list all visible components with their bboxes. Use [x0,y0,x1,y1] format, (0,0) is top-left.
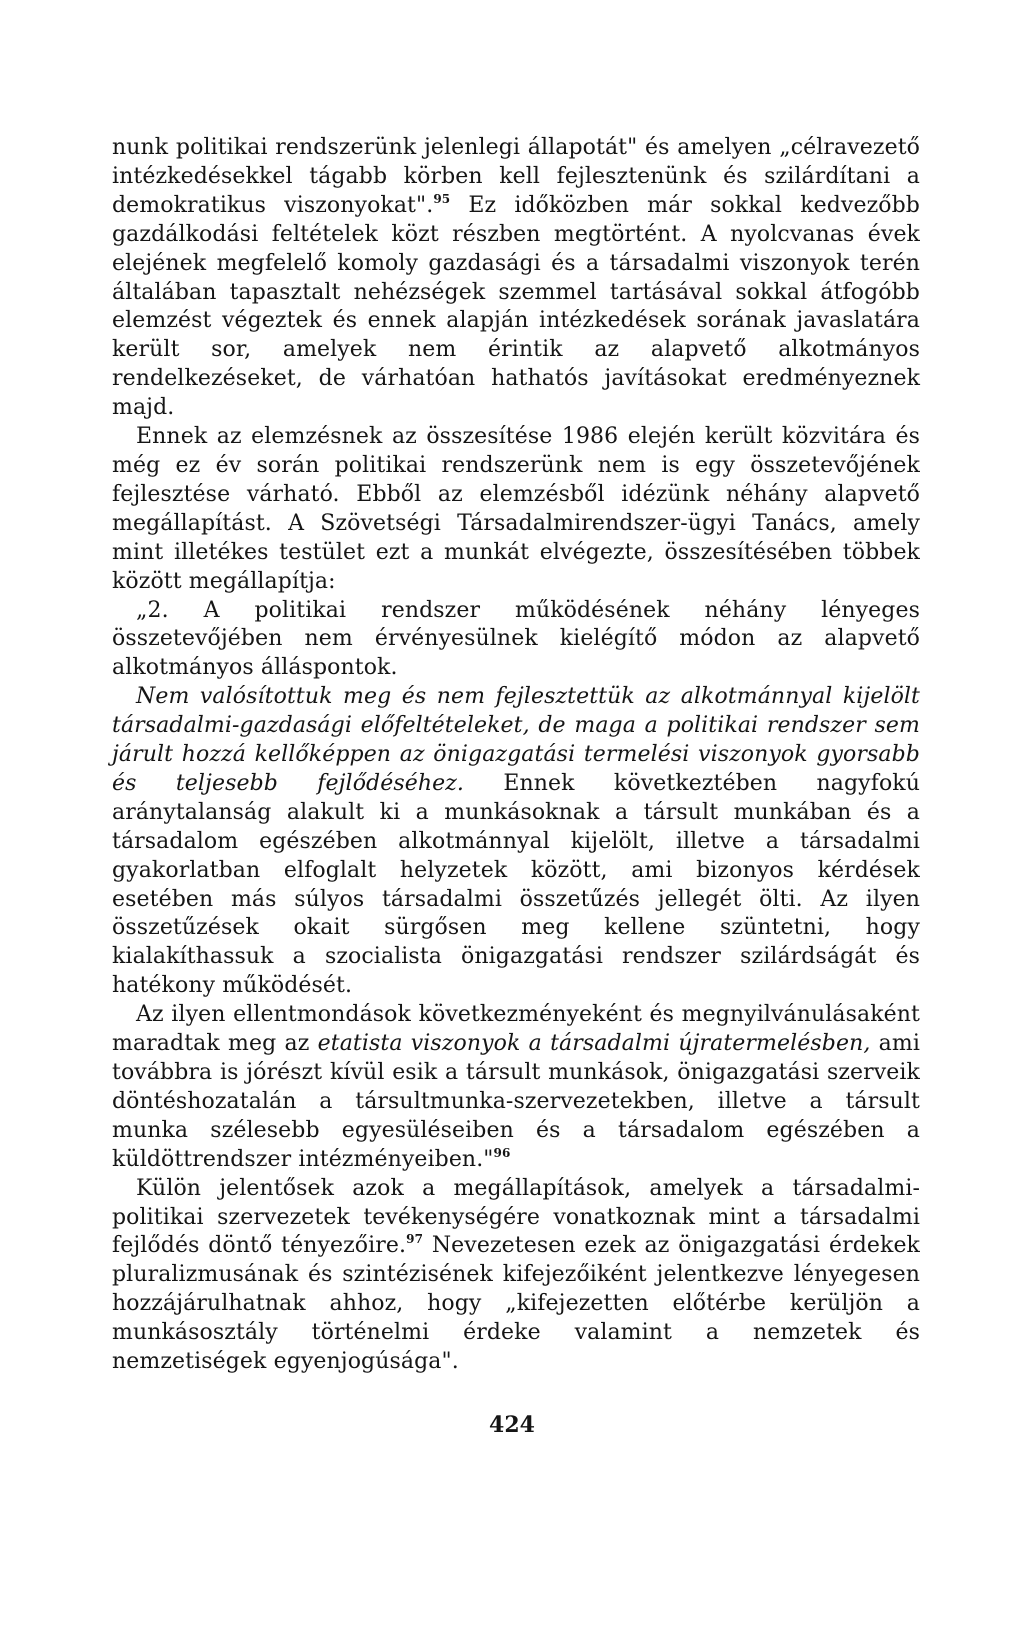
text-run: ami továbbra is jórészt kívül esik a társult munkások, önigazgatási szerveik döntéshozatalán a társultmunka-szervezetekben, illetve a társult munka szélesebb egyesüléseiben és a társadalom egészében a küldöttrendszer intézményeiben." [112,1031,920,1172]
paragraph-5-quote [112,1001,920,1174]
text-run: Külön jelentősek azok a megállapítások, amelyek a társadalmi-politikai szervezetek tevékenységére vonatkoznak mint a társadalmi fejlődés döntő tényezőire. [112,1175,920,1259]
paragraph-3-quote [112,597,920,684]
text-run: Az ilyen ellentmondások következményeként és megnyilvánulásaként maradtak meg az [112,1002,920,1057]
page-number: 424 [489,1412,535,1438]
text-run: Ez időközben már sokkal kedvezőbb gazdálkodási feltételek közt részben megtörtént. A nyolcvanas évek elejének megfelelő komoly gazdasági és a társadalmi viszonyok terén általában tapasztalt nehézségek szemmel tartásával sokkal átfogóbb elemzést végeztek és ennek alapján intézkedések sorának javaslatára került sor, amelyek nem érintik az alapvető alkotmányos rendelkezéseket, de várhatóan hathatós javításokat eredményeznek majd. [112,192,920,421]
footnote-reference: 95 [433,191,451,206]
paragraph-2 [112,423,920,596]
text-run: „2. A politikai rendszer működésének néhány lényeges összetevőjében nem érvényesülnek kielégítő módon az alapvető alkotmányos álláspontok. [112,597,920,681]
italic-text: etatista viszonyok a társadalmi újratermelésben, [317,1031,871,1057]
text-run: nunk politikai rendszerünk jelenlegi állapotát" és amelyen „célravezető intézkedésekkel tágabb körben kell fejlesztenünk és szilárdítani a demokratikus viszonyokat". [112,135,920,218]
paragraph-1 [112,134,920,423]
paragraph-6 [112,1175,920,1377]
footnote-reference: 97 [406,1232,424,1247]
paragraph-4-quote [112,683,920,1001]
footnote-reference: 96 [493,1145,511,1160]
text-run: Nevezetesen ezek az önigazgatási érdekek pluralizmusának és szintézisének kifejezőiként jelentkezve lényegesen hozzájárulhatnak ahhoz, hogy „kifejezetten előtérbe kerüljön a munkásosztály történelmi érdeke valamint a nemzetek és nemzetiségek egyenjogúsága". [112,1233,920,1375]
document-page [112,134,920,1377]
italic-text: Nem valósítottuk meg és nem fejlesztettük az alkotmánnyal kijelölt társadalmi-gazdasági előfeltételeket, de maga a politikai rendszer sem járult hozzá kellőképpen az önigazgatási termelési viszonyok gyorsabb és teljesebb fejlődéséhez. [112,684,920,796]
text-run: Ennek az elemzésnek az összesítése 1986 elején került közvitára és még ez év során politikai rendszerünk nem is egy összetevőjének fejlesztése várható. Ebből az elemzésből idézünk néhány alapvető megállapítást. A Szövetségi Társadalmirendszer-ügyi Tanács, amely mint illetékes testület ezt a munkát elvégezte, összesítésében többek között megállapítja: [112,424,920,594]
text-run: Ennek következtében nagyfokú aránytalanság alakult ki a munkásoknak a társult munkában és a társadalom egészében alkotmánnyal kijelölt, illetve a társadalmi gyakorlatban elfoglalt helyzetek között, ami bizonyos kérdések esetében más súlyos társadalmi összetűzés jellegét ölti. Az ilyen összetűzések okait sürgősen meg kellene szüntetni, hogy kialakíthassuk a szocialista önigazgatási rendszer szilárdságát és hatékony működését. [112,770,920,999]
